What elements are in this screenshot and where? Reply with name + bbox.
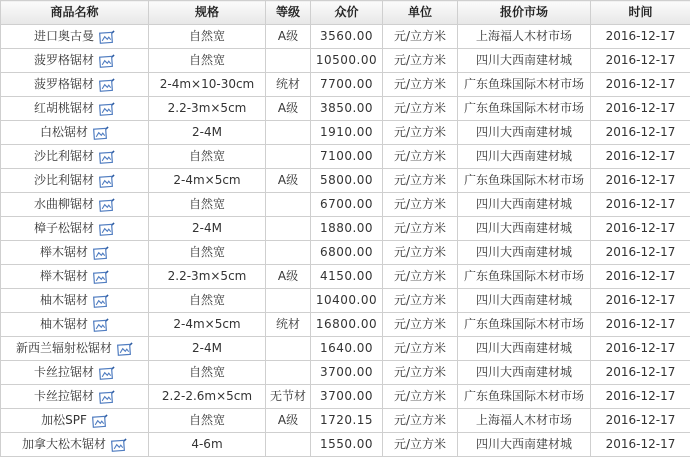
product-name-label: 榉木锯材 xyxy=(39,245,88,259)
product-name-wrap xyxy=(40,313,109,336)
grade-cell xyxy=(266,217,311,241)
picture-icon[interactable] xyxy=(93,126,109,140)
picture-icon[interactable] xyxy=(99,366,115,380)
picture-icon[interactable] xyxy=(92,414,108,428)
table-row xyxy=(1,169,690,193)
product-name-cell xyxy=(1,97,149,121)
product-name-wrap xyxy=(40,241,109,264)
unit-cell: 元/立方米 xyxy=(383,121,458,145)
product-name-cell xyxy=(1,25,149,49)
picture-icon[interactable] xyxy=(93,318,109,332)
market-cell: 四川大西南建材城 xyxy=(458,289,591,313)
product-name-label: 沙比利锯材 xyxy=(33,173,94,187)
spec-cell: 2-4m×10-30cm xyxy=(149,73,266,97)
product-name-cell xyxy=(1,241,149,265)
price-cell: 16800.00 xyxy=(311,313,383,337)
date-cell: 2016-12-17 xyxy=(591,217,690,241)
product-name-label: 进口奥古曼 xyxy=(33,29,94,43)
spec-cell: 自然宽 xyxy=(149,49,266,73)
unit-cell: 元/立方米 xyxy=(383,193,458,217)
date-cell: 2016-12-17 xyxy=(591,265,690,289)
spec-cell: 2.2-3m×5cm xyxy=(149,265,266,289)
date-cell: 2016-12-17 xyxy=(591,385,690,409)
table-row xyxy=(1,337,690,361)
market-cell: 广东鱼珠国际木材市场 xyxy=(458,73,591,97)
product-name-wrap xyxy=(41,409,108,432)
product-name-wrap xyxy=(34,97,115,120)
product-name-cell xyxy=(1,289,149,313)
table-row xyxy=(1,409,690,433)
product-name-cell xyxy=(1,409,149,433)
picture-icon[interactable] xyxy=(99,102,115,116)
picture-icon[interactable] xyxy=(99,54,115,68)
date-cell: 2016-12-17 xyxy=(591,313,690,337)
product-name-label: 菠罗格锯材 xyxy=(33,77,94,91)
product-name-wrap xyxy=(16,337,133,360)
price-cell: 1910.00 xyxy=(311,121,383,145)
unit-cell: 元/立方米 xyxy=(383,337,458,361)
market-cell: 四川大西南建材城 xyxy=(458,217,591,241)
picture-icon[interactable] xyxy=(111,438,127,452)
table-row xyxy=(1,97,690,121)
table-row xyxy=(1,73,690,97)
spec-cell: 自然宽 xyxy=(149,25,266,49)
product-name-label: 卡丝拉锯材 xyxy=(33,365,94,379)
price-cell: 4150.00 xyxy=(311,265,383,289)
header-date: 时间 xyxy=(591,1,690,25)
spec-cell: 自然宽 xyxy=(149,193,266,217)
product-name-wrap xyxy=(40,265,109,288)
grade-cell xyxy=(266,337,311,361)
table-row xyxy=(1,217,690,241)
product-name-wrap xyxy=(34,217,115,240)
date-cell: 2016-12-17 xyxy=(591,193,690,217)
product-name-wrap xyxy=(34,25,115,48)
price-cell: 3700.00 xyxy=(311,361,383,385)
price-cell: 1720.15 xyxy=(311,409,383,433)
spec-cell: 2-4m×5cm xyxy=(149,313,266,337)
table-row xyxy=(1,361,690,385)
table-body xyxy=(1,25,690,457)
grade-cell xyxy=(266,49,311,73)
header-price: 众价 xyxy=(311,1,383,25)
product-name-cell xyxy=(1,265,149,289)
product-name-wrap xyxy=(40,121,109,144)
product-name-label: 加松SPF xyxy=(41,413,87,427)
product-name-label: 柚木锯材 xyxy=(39,317,88,331)
product-name-wrap xyxy=(34,361,115,384)
product-name-label: 新西兰辐射松锯材 xyxy=(15,341,112,355)
price-cell: 3700.00 xyxy=(311,385,383,409)
table-row xyxy=(1,241,690,265)
product-name-wrap xyxy=(34,169,115,192)
date-cell: 2016-12-17 xyxy=(591,25,690,49)
product-name-wrap xyxy=(34,73,115,96)
unit-cell: 元/立方米 xyxy=(383,385,458,409)
spec-cell: 自然宽 xyxy=(149,409,266,433)
product-name-label: 加拿大松木锯材 xyxy=(21,437,106,451)
price-cell: 1880.00 xyxy=(311,217,383,241)
market-cell: 四川大西南建材城 xyxy=(458,121,591,145)
picture-icon[interactable] xyxy=(99,150,115,164)
picture-icon[interactable] xyxy=(117,342,133,356)
product-name-wrap xyxy=(40,289,109,312)
product-name-cell xyxy=(1,433,149,457)
picture-icon[interactable] xyxy=(93,246,109,260)
spec-cell: 自然宽 xyxy=(149,361,266,385)
date-cell: 2016-12-17 xyxy=(591,121,690,145)
product-name-label: 水曲柳锯材 xyxy=(33,197,94,211)
header-product-name: 商品名称 xyxy=(1,1,149,25)
product-name-cell xyxy=(1,337,149,361)
grade-cell xyxy=(266,193,311,217)
date-cell: 2016-12-17 xyxy=(591,433,690,457)
grade-cell: A级 xyxy=(266,25,311,49)
product-name-cell xyxy=(1,169,149,193)
header-spec: 规格 xyxy=(149,1,266,25)
table-row xyxy=(1,385,690,409)
unit-cell: 元/立方米 xyxy=(383,241,458,265)
table-row xyxy=(1,265,690,289)
market-cell: 广东鱼珠国际木材市场 xyxy=(458,97,591,121)
market-cell: 广东鱼珠国际木材市场 xyxy=(458,385,591,409)
market-cell: 四川大西南建材城 xyxy=(458,49,591,73)
unit-cell: 元/立方米 xyxy=(383,97,458,121)
unit-cell: 元/立方米 xyxy=(383,49,458,73)
picture-icon[interactable] xyxy=(99,174,115,188)
spec-cell: 4-6m xyxy=(149,433,266,457)
unit-cell: 元/立方米 xyxy=(383,433,458,457)
date-cell: 2016-12-17 xyxy=(591,337,690,361)
spec-cell: 自然宽 xyxy=(149,145,266,169)
table-header-row xyxy=(1,1,690,25)
market-cell: 上海福人木材市场 xyxy=(458,25,591,49)
grade-cell xyxy=(266,361,311,385)
spec-cell: 2-4m×5cm xyxy=(149,169,266,193)
date-cell: 2016-12-17 xyxy=(591,289,690,313)
header-grade: 等级 xyxy=(266,1,311,25)
product-name-cell xyxy=(1,121,149,145)
spec-cell: 2-4M xyxy=(149,217,266,241)
product-name-label: 白松锯材 xyxy=(39,125,88,139)
product-name-cell xyxy=(1,193,149,217)
grade-cell: 无节材 xyxy=(266,385,311,409)
product-name-label: 红胡桃锯材 xyxy=(33,101,94,115)
product-name-cell xyxy=(1,49,149,73)
price-cell: 3850.00 xyxy=(311,97,383,121)
date-cell: 2016-12-17 xyxy=(591,49,690,73)
product-name-wrap xyxy=(22,433,127,456)
market-cell: 上海福人木材市场 xyxy=(458,409,591,433)
unit-cell: 元/立方米 xyxy=(383,265,458,289)
table-row xyxy=(1,49,690,73)
unit-cell: 元/立方米 xyxy=(383,409,458,433)
table-row xyxy=(1,433,690,457)
market-cell: 四川大西南建材城 xyxy=(458,337,591,361)
price-cell: 1640.00 xyxy=(311,337,383,361)
unit-cell: 元/立方米 xyxy=(383,217,458,241)
market-cell: 四川大西南建材城 xyxy=(458,193,591,217)
table-row xyxy=(1,25,690,49)
product-name-label: 卡丝拉锯材 xyxy=(33,389,94,403)
product-name-cell xyxy=(1,73,149,97)
price-cell: 6800.00 xyxy=(311,241,383,265)
date-cell: 2016-12-17 xyxy=(591,145,690,169)
market-cell: 四川大西南建材城 xyxy=(458,145,591,169)
market-cell: 四川大西南建材城 xyxy=(458,361,591,385)
picture-icon[interactable] xyxy=(99,78,115,92)
header-market: 报价市场 xyxy=(458,1,591,25)
product-name-label: 菠罗格锯材 xyxy=(33,53,94,67)
grade-cell xyxy=(266,241,311,265)
grade-cell: 统材 xyxy=(266,313,311,337)
picture-icon[interactable] xyxy=(99,390,115,404)
market-cell: 四川大西南建材城 xyxy=(458,433,591,457)
table-row xyxy=(1,289,690,313)
picture-icon[interactable] xyxy=(93,294,109,308)
date-cell: 2016-12-17 xyxy=(591,169,690,193)
price-cell: 6700.00 xyxy=(311,193,383,217)
spec-cell: 2-4M xyxy=(149,121,266,145)
product-name-wrap xyxy=(34,385,115,408)
product-name-cell xyxy=(1,313,149,337)
grade-cell: A级 xyxy=(266,409,311,433)
unit-cell: 元/立方米 xyxy=(383,313,458,337)
price-cell: 5800.00 xyxy=(311,169,383,193)
grade-cell xyxy=(266,289,311,313)
unit-cell: 元/立方米 xyxy=(383,169,458,193)
date-cell: 2016-12-17 xyxy=(591,409,690,433)
picture-icon[interactable] xyxy=(99,222,115,236)
product-name-wrap xyxy=(34,145,115,168)
unit-cell: 元/立方米 xyxy=(383,289,458,313)
product-name-label: 樟子松锯材 xyxy=(33,221,94,235)
unit-cell: 元/立方米 xyxy=(383,73,458,97)
picture-icon[interactable] xyxy=(99,30,115,44)
date-cell: 2016-12-17 xyxy=(591,97,690,121)
date-cell: 2016-12-17 xyxy=(591,241,690,265)
product-name-cell xyxy=(1,385,149,409)
market-cell: 广东鱼珠国际木材市场 xyxy=(458,169,591,193)
product-name-cell xyxy=(1,217,149,241)
grade-cell: A级 xyxy=(266,97,311,121)
product-name-wrap xyxy=(34,193,115,216)
spec-cell: 2.2-3m×5cm xyxy=(149,97,266,121)
product-name-label: 柚木锯材 xyxy=(39,293,88,307)
market-cell: 广东鱼珠国际木材市场 xyxy=(458,313,591,337)
date-cell: 2016-12-17 xyxy=(591,361,690,385)
product-name-cell xyxy=(1,361,149,385)
unit-cell: 元/立方米 xyxy=(383,25,458,49)
header-unit: 单位 xyxy=(383,1,458,25)
table-row xyxy=(1,121,690,145)
grade-cell: A级 xyxy=(266,169,311,193)
table-row xyxy=(1,193,690,217)
market-cell: 四川大西南建材城 xyxy=(458,241,591,265)
date-cell: 2016-12-17 xyxy=(591,73,690,97)
unit-cell: 元/立方米 xyxy=(383,361,458,385)
price-cell: 3560.00 xyxy=(311,25,383,49)
grade-cell xyxy=(266,145,311,169)
unit-cell: 元/立方米 xyxy=(383,145,458,169)
picture-icon[interactable] xyxy=(99,198,115,212)
spec-cell: 2-4M xyxy=(149,337,266,361)
product-name-label: 榉木锯材 xyxy=(39,269,88,283)
price-cell: 7100.00 xyxy=(311,145,383,169)
spec-cell: 自然宽 xyxy=(149,241,266,265)
price-cell: 7700.00 xyxy=(311,73,383,97)
price-cell: 1550.00 xyxy=(311,433,383,457)
table-row xyxy=(1,145,690,169)
grade-cell: 统材 xyxy=(266,73,311,97)
grade-cell xyxy=(266,121,311,145)
price-cell: 10400.00 xyxy=(311,289,383,313)
market-cell: 广东鱼珠国际木材市场 xyxy=(458,265,591,289)
picture-icon[interactable] xyxy=(93,270,109,284)
price-cell: 10500.00 xyxy=(311,49,383,73)
product-name-cell xyxy=(1,145,149,169)
table-row xyxy=(1,313,690,337)
grade-cell xyxy=(266,433,311,457)
product-name-label: 沙比利锯材 xyxy=(33,149,94,163)
grade-cell: A级 xyxy=(266,265,311,289)
spec-cell: 自然宽 xyxy=(149,289,266,313)
spec-cell: 2.2-2.6m×5cm xyxy=(149,385,266,409)
product-name-wrap xyxy=(34,49,115,72)
